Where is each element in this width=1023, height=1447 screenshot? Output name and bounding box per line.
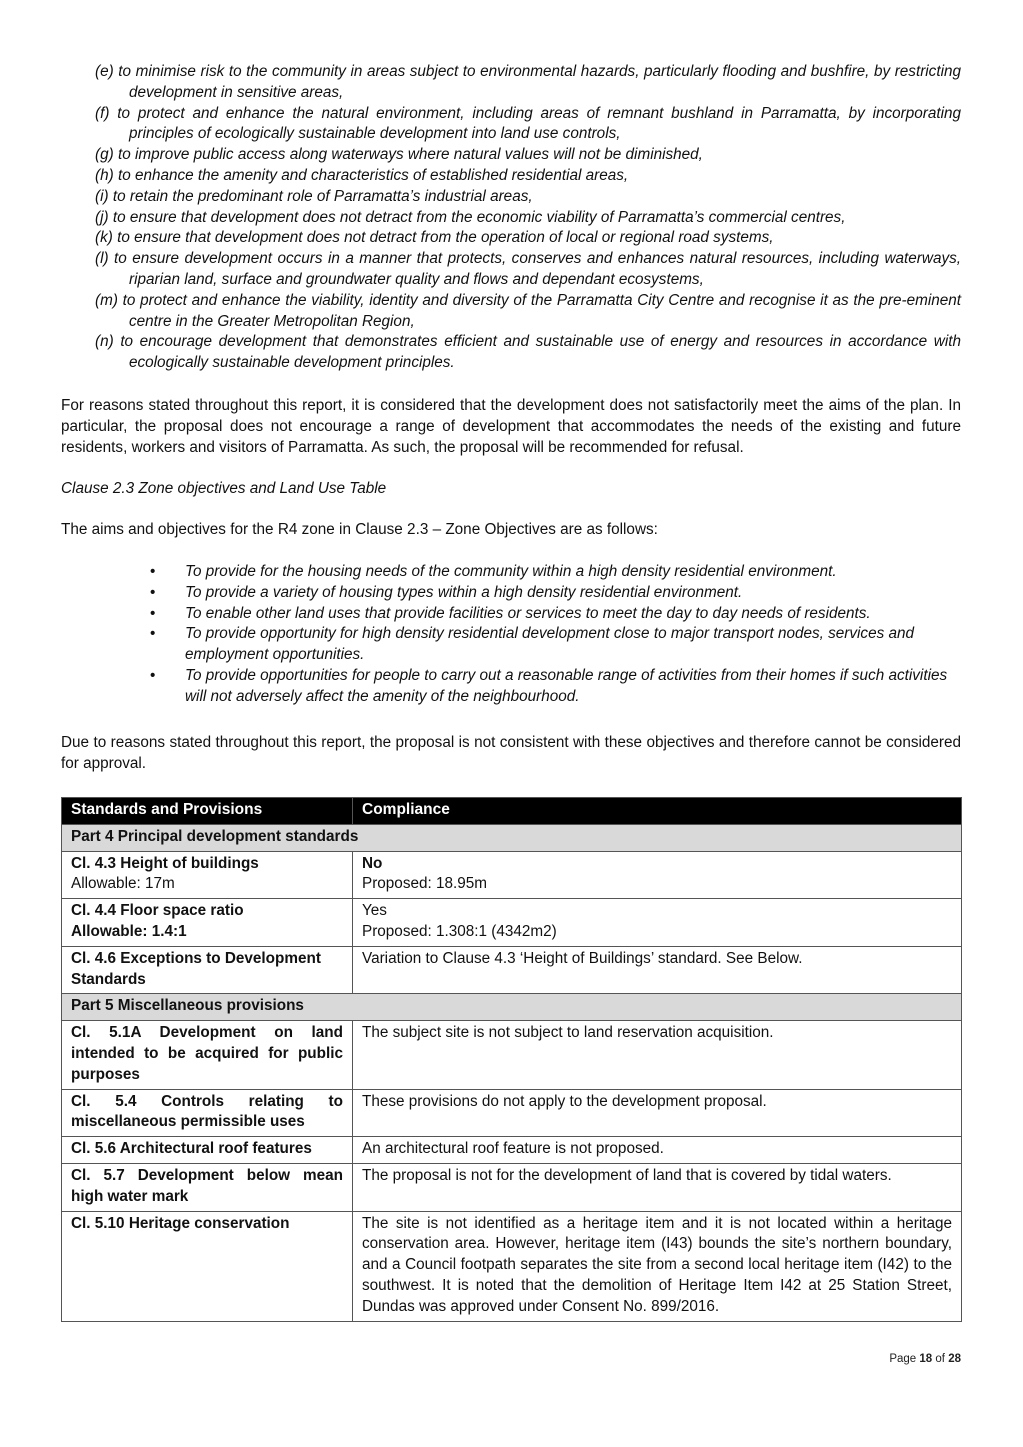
standard-cell: Cl. 4.4 Floor space ratio Allowable: 1.4:1 [62,899,353,947]
table-header-row [62,798,962,825]
compliance-cell: An architectural roof feature is not proposed. [353,1137,962,1164]
reasons-paragraph: For reasons stated throughout this report, it is considered that the development does not satisfactorily meet the aims of the plan. In particular, the proposal does not encourage a range of development that accommodates the needs of the existing and future residents, workers and visitors of Parramatta. As such, the proposal will be recommended for refusal. [61,397,961,456]
table-row [62,1089,962,1137]
aim-item: (m) to protect and enhance the viability, identity and diversity of the Parramatta City Centre and recognise it as the pre-eminent centre in the Greater Metropolitan Region, [95,291,961,330]
aim-item: (h) to enhance the amenity and characteristics of established residential areas, [95,166,629,184]
objective-item: • To provide a variety of housing types within a high density residential environment. [150,583,960,604]
bullet-icon: • [150,563,156,580]
section-part-4: Part 4 Principal development standards [62,824,962,851]
aim-item: (j) to ensure that development does not detract from the economic viability of Parramatta’s commercial centres, [95,208,846,226]
aim-item: (g) to improve public access along waterways where natural values will not be diminished, [95,146,703,164]
compliance-cell: The site is not identified as a heritage item and it is not located within a heritage conservation area. However, heritage item (I43) bounds the site’s northern boundary, and a Council footpath separates the site from a second local heritage item (I42) to the southwest. It is noted that the demolition of Heritage Item I42 at 25 Station Street, Dundas was approved under Consent No. 899/2016. [353,1211,962,1321]
section-row [62,824,962,851]
bullet-icon: • [150,666,156,684]
aim-item: (n) to encourage development that demonstrates efficient and sustainable use of energy and resources in accordance with ecologically sustainable development principles. [95,333,961,372]
section-row [62,994,962,1021]
bullet-icon: • [150,604,156,622]
clause-heading: Clause 2.3 Zone objectives and Land Use Table [61,480,387,497]
table-row [62,851,962,899]
section-part-5: Part 5 Miscellaneous provisions [62,994,962,1021]
standard-cell: Cl. 5.10 Heritage conservation [62,1211,353,1321]
header-compliance: Compliance [353,798,962,825]
aim-item: (i) to retain the predominant role of Parramatta’s industrial areas, [95,187,533,205]
standard-cell: Cl. 5.1A Development on land intended to be acquired for public purposes [62,1021,353,1089]
aim-item: (l) to ensure development occurs in a manner that protects, conserves and enhances natural resources, including waterways, riparian land, surface and groundwater quality and flows and dependant ecosystems, [95,250,961,288]
standard-cell: Cl. 5.4 Controls relating to miscellaneous permissible uses [62,1089,353,1137]
compliance-cell: The subject site is not subject to land reservation acquisition. [353,1021,962,1089]
standard-cell: Cl. 5.6 Architectural roof features [62,1137,353,1164]
conclusion-paragraph: Due to reasons stated throughout this report, the proposal is not consistent with these objectives and therefore cannot be considered for approval. [61,734,961,772]
page-number: Page 18 of 28 [889,1353,961,1365]
standard-cell: Cl. 4.6 Exceptions to Development Standards [62,946,353,994]
bullet-icon: • [150,625,156,643]
compliance-cell: These provisions do not apply to the development proposal. [353,1089,962,1137]
table-row [62,1163,962,1211]
standard-cell: Cl. 4.3 Height of buildings Allowable: 17m [62,851,353,899]
standards-table [61,797,962,1322]
compliance-cell: Yes Proposed: 1.308:1 (4342m2) [353,899,962,947]
plan-aims-list [61,62,961,374]
objective-item: • To provide opportunities for people to carry out a reasonable range of activities from their homes if such activities will not adversely affect the amenity of the neighbourhood. [150,666,948,705]
standard-cell: Cl. 5.7 Development below mean high water mark [62,1163,353,1211]
table-row [62,1211,962,1321]
compliance-cell: The proposal is not for the development of land that is covered by tidal waters. [353,1163,962,1211]
aim-item: (k) to ensure that development does not detract from the operation of local or regional road systems, [95,229,774,247]
aim-item: (e) to minimise risk to the community in areas subject to environmental hazards, particularly flooding and bushfire, by restricting development in sensitive areas, [95,63,961,101]
objectives-intro: The aims and objectives for the R4 zone in Clause 2.3 – Zone Objectives are as follows: [61,521,658,538]
objective-item: • To provide for the housing needs of the community within a high density residential environment. [150,562,960,583]
objective-item: • To provide opportunity for high density residential development close to major transport nodes, services and employment opportunities. [150,625,914,664]
objective-item: • To enable other land uses that provide facilities or services to meet the day to day needs of residents. [150,604,960,625]
table-row [62,1137,962,1164]
compliance-cell: Variation to Clause 4.3 ‘Height of Buildings’ standard. See Below. [353,946,962,994]
table-row [62,1021,962,1089]
table-row [62,899,962,947]
bullet-icon: • [150,583,156,601]
table-row [62,946,962,994]
zone-objectives-list [150,562,960,708]
compliance-cell: No Proposed: 18.95m [353,851,962,899]
header-standards: Standards and Provisions [62,798,353,825]
aim-item: (f) to protect and enhance the natural environment, including areas of remnant bushland in Parramatta, by incorporating principles of ecologically sustainable development into land use controls, [95,104,961,143]
